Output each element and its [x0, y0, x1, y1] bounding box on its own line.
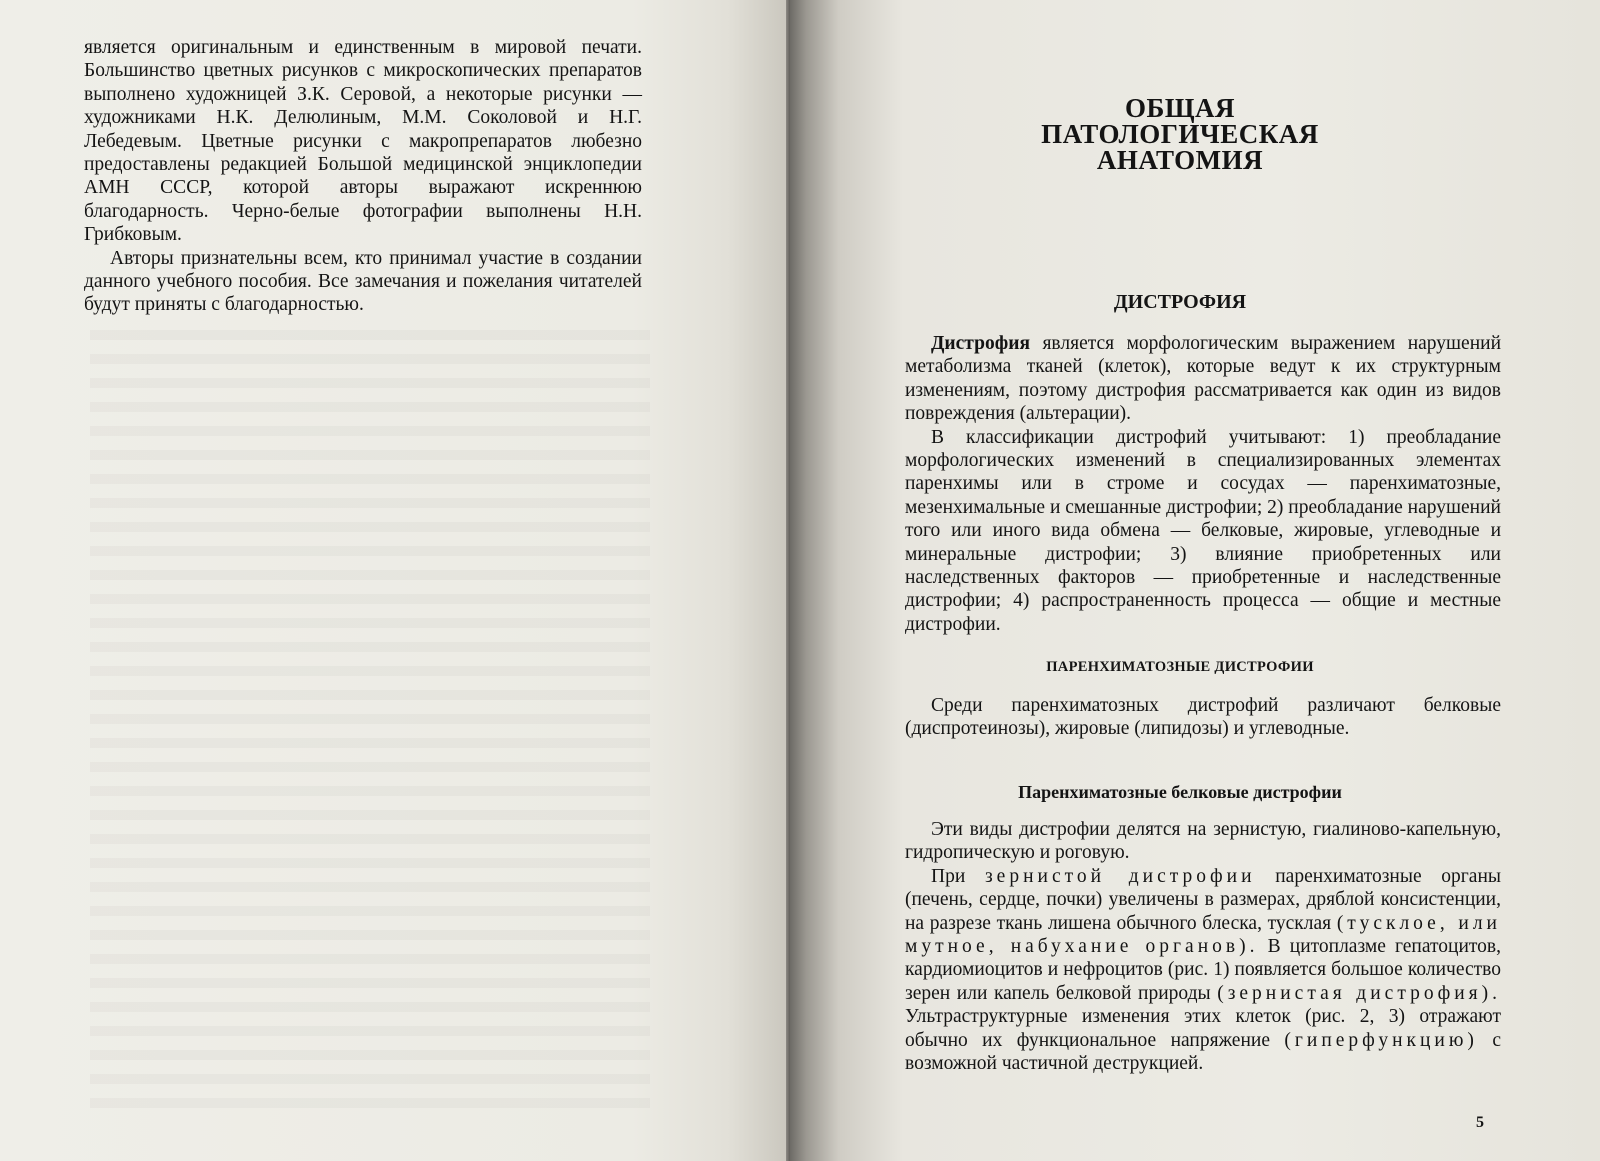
acknowledgement-paragraph: является оригинальным и единственным в мировой печати. Большинство цветных рисунков с микроскопических препаратов выполнено художницей З.К. Серовой, а некоторые рисунки — художниками Н.К. Делюлиным, М.М. Соколовой и Н.Г. Лебедевым. Цветные рисунки с макропрепаратов любезно предоставлены редакцией Большой медицинской энциклопедии АМН СССР, которой авторы выражают искреннюю благодарность. Черно-белые фотографии выполнены Н.Н. Грибковым.: [84, 37, 642, 246]
granular-paragraph: [905, 865, 1501, 1076]
left-page: [0, 0, 790, 1161]
right-page: [790, 0, 1600, 1161]
left-page-text: [84, 36, 642, 317]
granular-text-3: В цитоплазме гепатоцитов, кардиомиоцитов и нефроцитов (рис. 1) появляется большое количество зерен или капель белковой природы: [905, 936, 1501, 1004]
title-line-3: АНАТОМИЯ: [1096, 145, 1264, 175]
granular-text-2: паренхиматозные органы (печень, сердце, почки) увеличены в размерах, дряблой консистенции, на разрезе ткань лишена обычного блеска, тусклая: [905, 865, 1501, 934]
subheading: ПАРЕНХИМАТОЗНЫЕ ДИСТРОФИИ: [1046, 659, 1314, 675]
parenchymal-paragraph: Среди паренхиматозных дистрофий различают белковые (диспротеинозы), жировые (липидозы) и углеводные.: [905, 695, 1501, 740]
section-heading: ДИСТРОФИЯ: [1113, 291, 1247, 313]
granular-text-5: с возможной частичной деструкцией.: [905, 1029, 1501, 1075]
granular-text-4: Ультраструктурные изменения этих клеток (рис. 2, 3) отражают обычно их функциональное напряжение: [905, 1006, 1501, 1051]
granular-text-1: При: [931, 865, 985, 887]
intro-text: [905, 332, 1501, 636]
granular-spaced-3: (зернистая дистрофия).: [1217, 982, 1501, 1004]
granular-spaced-2: (тусклое, или мутное, набухание органов).: [905, 912, 1501, 958]
thanks-paragraph: Авторы признательны всем, кто принимал участие в создании данного учебного пособия. Все замечания и пожелания читателей будут приняты с благодарностью.: [84, 247, 642, 316]
protein-dystrophy-text: [905, 818, 1501, 1075]
parenchymal-text: [905, 694, 1501, 741]
chapter-title: [990, 95, 1370, 173]
granular-spaced-1: зернистой дистрофии: [984, 865, 1256, 887]
defined-term: Дистрофия: [931, 333, 1030, 354]
bleed-through-texture: [90, 330, 650, 1120]
definition-text: является морфологическим выражением нарушений метаболизма тканей (клеток), которые ведут к их структурным изменениям, поэтому дистрофия рассматривается как один из видов повреждения (альтерации).: [905, 333, 1501, 425]
granular-spaced-4: (гиперфункцию): [1284, 1029, 1478, 1051]
classification-paragraph: В классификации дистрофий учитывают: 1) преобладание морфологических изменений в специализированных элементах паренхимы или в строме и сосудах — паренхиматозные, мезенхимальные и смешанные дистрофии; 2) преобладание нарушений того или иного вида обмена — белковые, жировые, углеводные и минеральные дистрофии; 3) влияние приобретенных или наследственных факторов — приобретенные и наследственные дистрофии; 4) распространенность процесса — общие и местные дистрофии.: [905, 426, 1501, 635]
title-line-2: ПАТОЛОГИЧЕСКАЯ: [1041, 119, 1319, 149]
title-line-1: ОБЩАЯ: [1125, 93, 1235, 123]
types-paragraph: Эти виды дистрофии делятся на зернистую, гиалиново-капельную, гидропическую и роговую.: [905, 819, 1501, 864]
subsubheading: Паренхиматозные белковые дистрофии: [1018, 782, 1342, 802]
page-number: 5: [1476, 1114, 1484, 1131]
